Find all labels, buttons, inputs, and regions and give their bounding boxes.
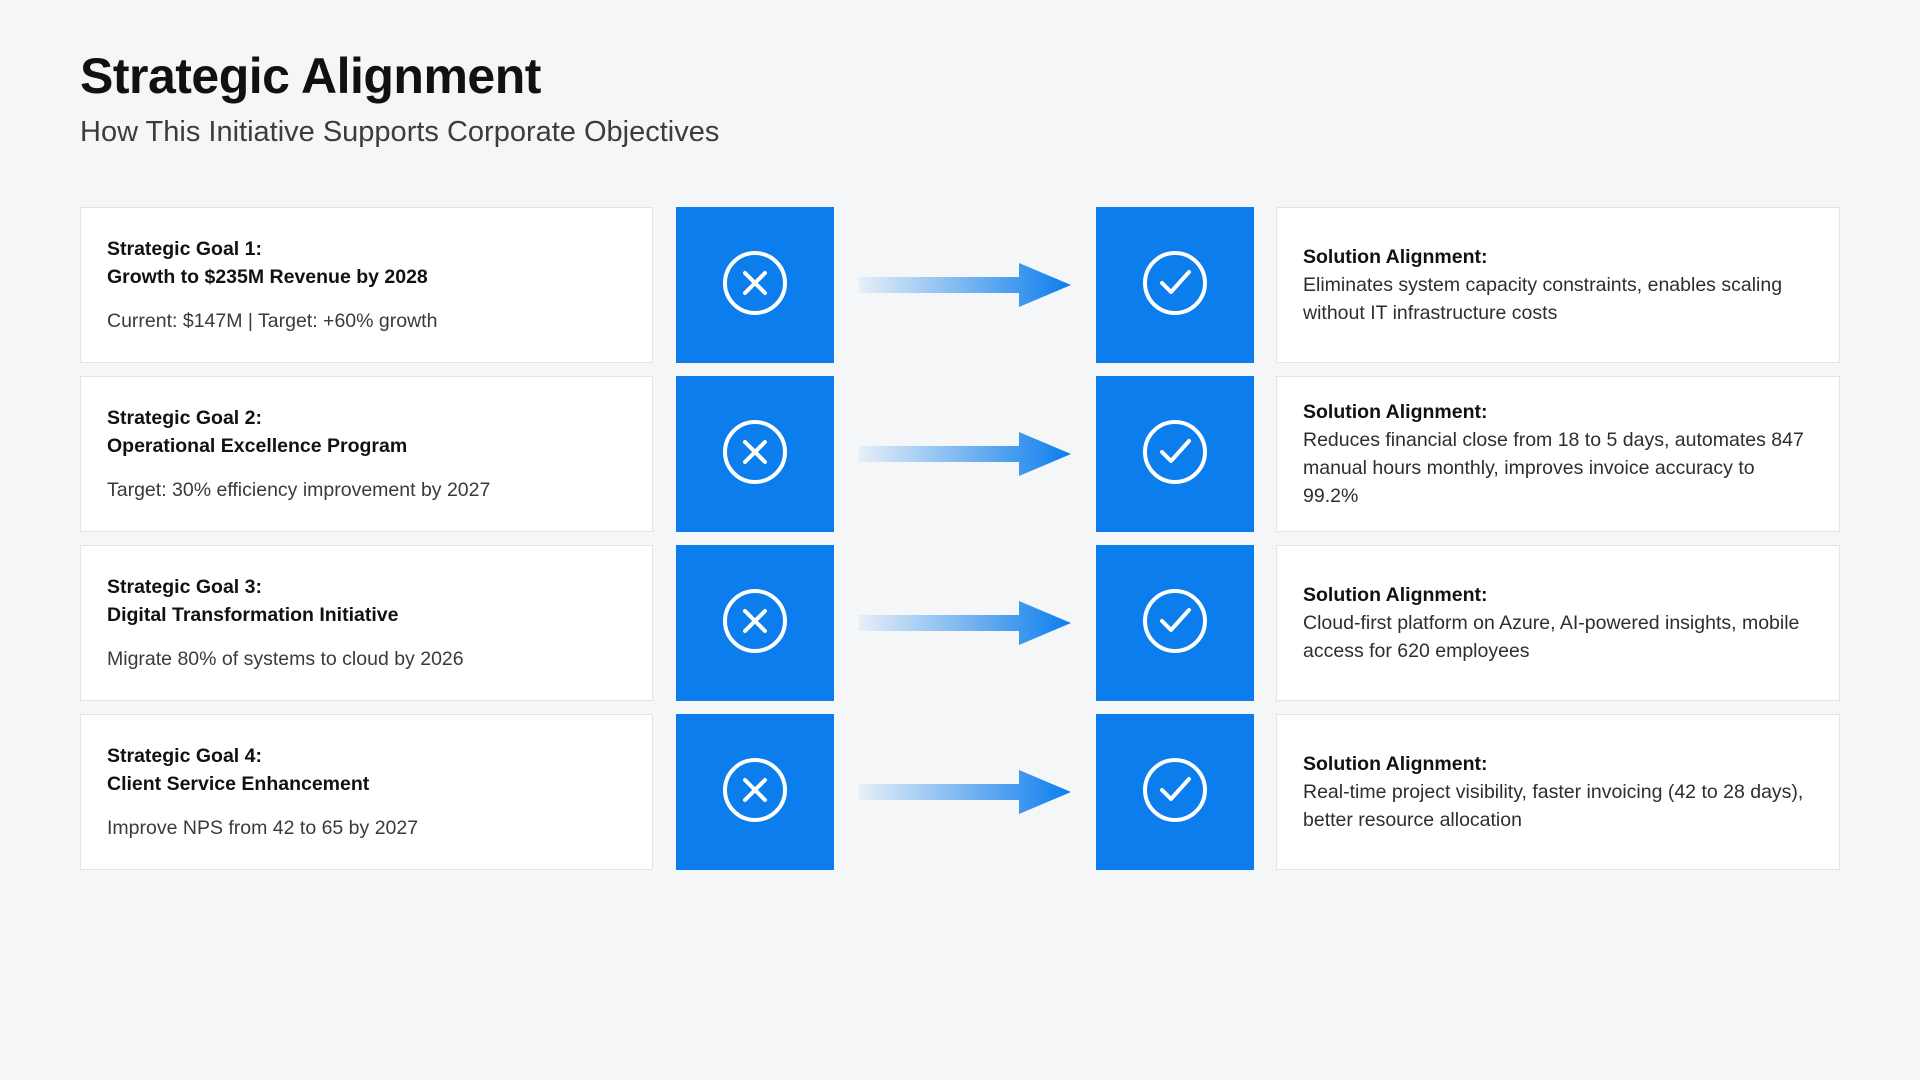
solution-icon-block — [1096, 207, 1254, 363]
table-row — [80, 714, 1840, 870]
solution-card — [1276, 545, 1840, 701]
spacer — [1254, 714, 1276, 870]
circle-check-icon — [1138, 246, 1212, 325]
arrow-right-icon — [859, 768, 1071, 816]
spacer — [653, 376, 676, 532]
problem-icon-block — [676, 376, 834, 532]
goal-label: Strategic Goal 2: — [107, 406, 262, 429]
solution-card — [1276, 714, 1840, 870]
solution-label: Solution Alignment: — [1303, 245, 1488, 268]
goal-name: Client Service Enhancement — [107, 773, 370, 796]
spacer — [653, 207, 676, 363]
circle-x-icon — [718, 584, 792, 663]
solution-text: Cloud-first platform on Azure, AI-powered insights, mobile access for 620 employees — [1303, 612, 1800, 662]
table-row — [80, 376, 1840, 532]
problem-icon-block — [676, 714, 834, 870]
goal-label: Strategic Goal 3: — [107, 575, 262, 598]
arrow-right-icon — [859, 599, 1071, 647]
goal-meta: Target: 30% efficiency improvement by 2027 — [107, 479, 491, 502]
goal-name: Digital Transformation Initiative — [107, 604, 399, 627]
arrow-right-icon — [859, 430, 1071, 478]
solution-icon-block — [1096, 545, 1254, 701]
circle-check-icon — [1138, 584, 1212, 663]
solution-icon-block — [1096, 714, 1254, 870]
circle-check-icon — [1138, 415, 1212, 494]
circle-x-icon — [718, 415, 792, 494]
connector-arrow — [834, 207, 1096, 363]
problem-icon-block — [676, 545, 834, 701]
goal-name: Operational Excellence Program — [107, 435, 408, 458]
circle-x-icon — [718, 246, 792, 325]
goal-label: Strategic Goal 1: — [107, 237, 262, 260]
goal-card — [80, 714, 653, 870]
connector-arrow — [834, 545, 1096, 701]
table-row — [80, 207, 1840, 363]
goal-card — [80, 545, 653, 701]
solution-text: Real-time project visibility, faster invoicing (42 to 28 days), better resource allocation — [1303, 781, 1804, 831]
solution-card — [1276, 207, 1840, 363]
problem-icon-block — [676, 207, 834, 363]
solution-text: Reduces financial close from 18 to 5 days, automates 847 manual hours monthly, improves invoice accuracy to 99.2% — [1303, 429, 1804, 507]
goal-card — [80, 376, 653, 532]
solution-text: Eliminates system capacity constraints, enables scaling without IT infrastructure costs — [1303, 274, 1783, 324]
spacer — [1254, 376, 1276, 532]
goal-card — [80, 207, 653, 363]
solution-label: Solution Alignment: — [1303, 583, 1488, 606]
goal-meta: Current: $147M | Target: +60% growth — [107, 310, 438, 333]
solution-icon-block — [1096, 376, 1254, 532]
solution-card — [1276, 376, 1840, 532]
solution-label: Solution Alignment: — [1303, 752, 1488, 775]
table-row — [80, 545, 1840, 701]
connector-arrow — [834, 714, 1096, 870]
solution-label: Solution Alignment: — [1303, 401, 1488, 424]
goal-label: Strategic Goal 4: — [107, 744, 262, 767]
goal-name: Growth to $235M Revenue by 2028 — [107, 266, 428, 289]
spacer — [1254, 207, 1276, 363]
alignment-rows — [80, 207, 1840, 870]
circle-x-icon — [718, 753, 792, 832]
goal-meta: Migrate 80% of systems to cloud by 2026 — [107, 648, 464, 671]
arrow-right-icon — [859, 261, 1071, 309]
spacer — [653, 545, 676, 701]
page-subtitle: How This Initiative Supports Corporate Objectives — [80, 115, 720, 148]
spacer — [653, 714, 676, 870]
spacer — [1254, 545, 1276, 701]
page-title: Strategic Alignment — [80, 48, 541, 104]
circle-check-icon — [1138, 753, 1212, 832]
connector-arrow — [834, 376, 1096, 532]
goal-meta: Improve NPS from 42 to 65 by 2027 — [107, 817, 419, 840]
